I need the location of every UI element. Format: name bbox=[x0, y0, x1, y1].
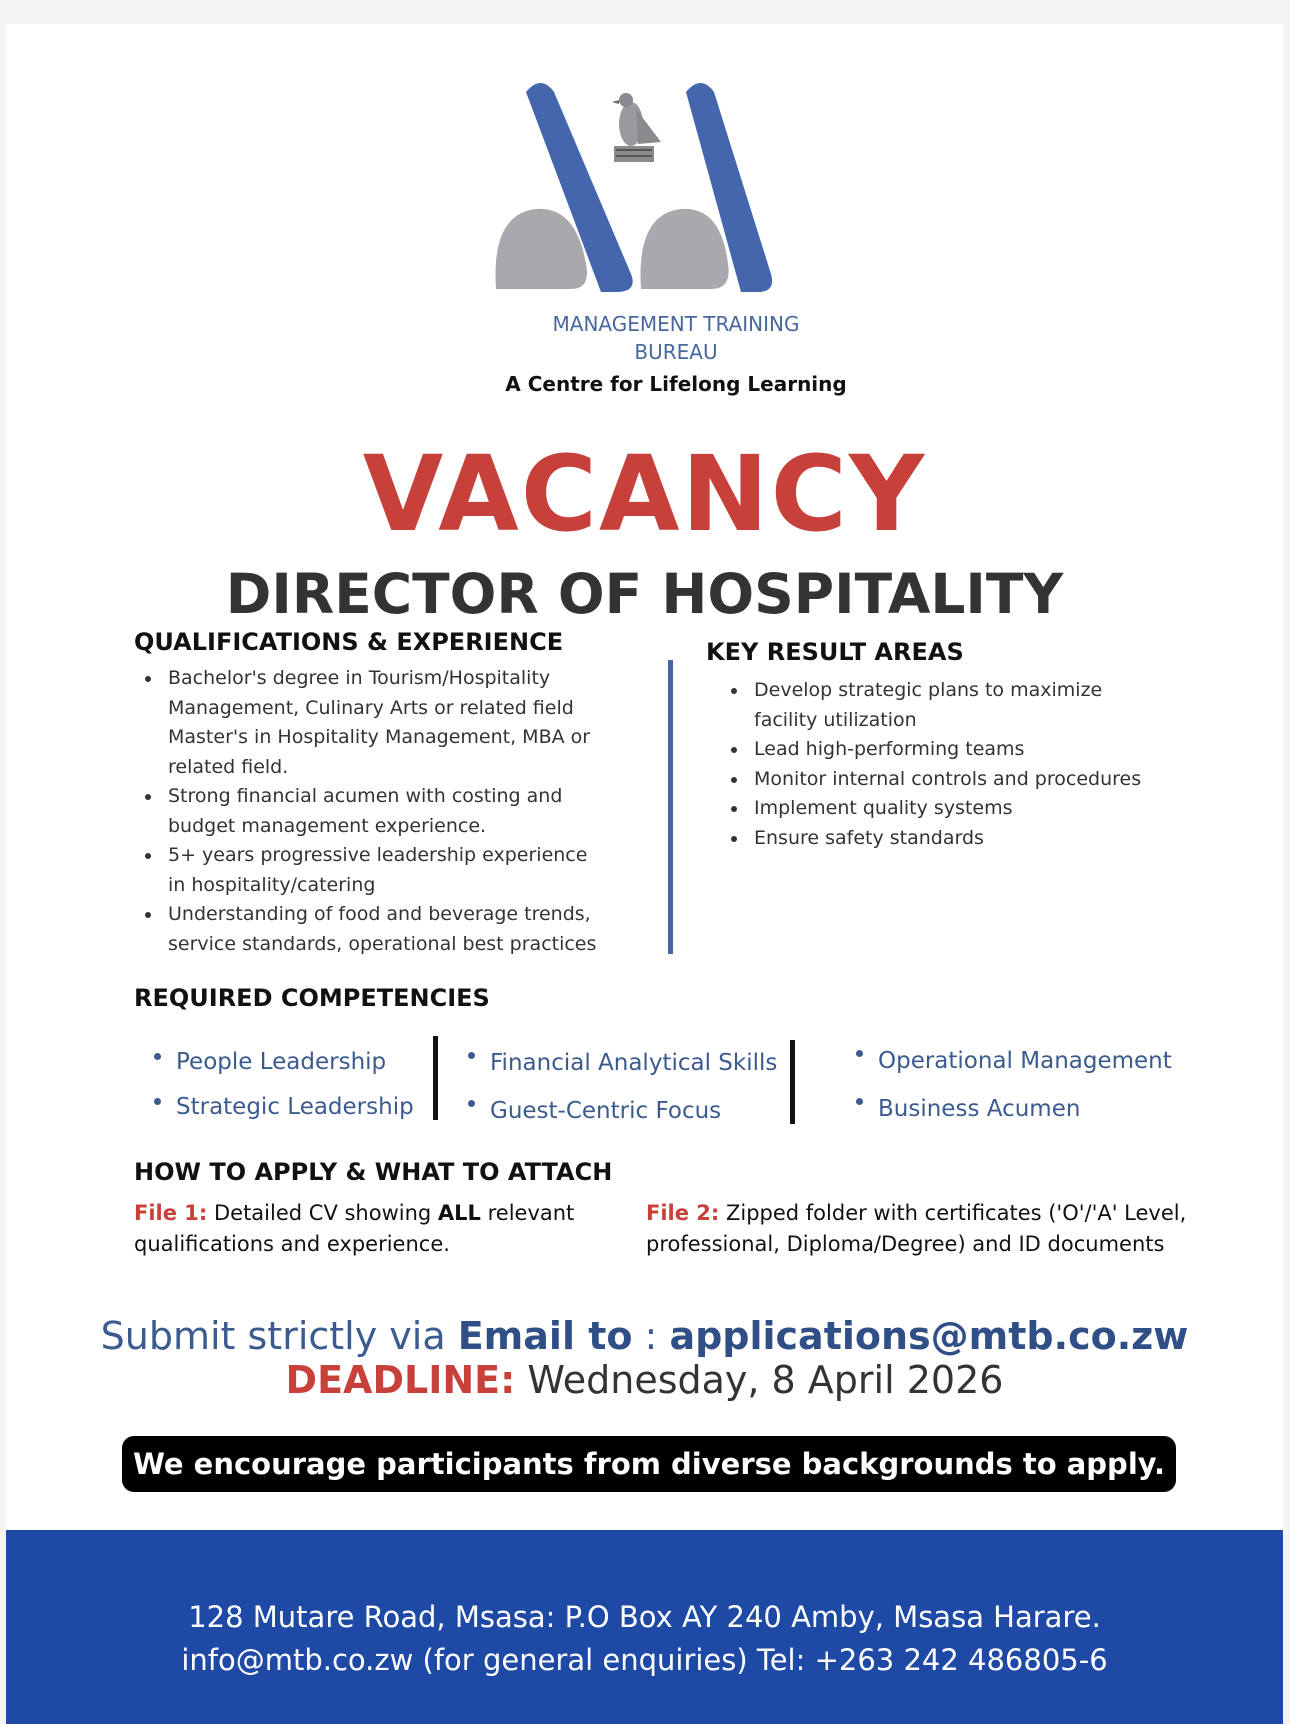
competency-divider bbox=[433, 1036, 438, 1120]
list-item: Business Acumen bbox=[852, 1085, 1172, 1133]
file1-text-bold: ALL bbox=[437, 1201, 481, 1225]
list-item: Ensure safety standards bbox=[720, 824, 1170, 854]
list-item: Guest-Centric Focus bbox=[464, 1087, 777, 1135]
key-results-heading: KEY RESULT AREAS bbox=[706, 638, 964, 666]
list-item: Lead high-performing teams bbox=[720, 735, 1170, 765]
file2-instructions bbox=[646, 1198, 1206, 1260]
deadline-label: DEADLINE: bbox=[285, 1358, 516, 1402]
list-item: Financial Analytical Skills bbox=[464, 1039, 777, 1087]
zimbabwe-bird-icon bbox=[612, 93, 661, 162]
diversity-banner: We encourage participants from diverse backgrounds to apply. bbox=[122, 1436, 1176, 1492]
competencies-col2 bbox=[464, 1039, 777, 1135]
list-item: Strong financial acumen with costing and budget management experience. bbox=[134, 782, 604, 841]
competency-divider bbox=[790, 1040, 795, 1124]
list-item: Strategic Leadership bbox=[150, 1085, 414, 1130]
mtb-logo-icon bbox=[466, 64, 886, 314]
competencies-heading: REQUIRED COMPETENCIES bbox=[134, 984, 490, 1012]
list-item: Monitor internal controls and procedures bbox=[720, 765, 1170, 795]
list-item: People Leadership bbox=[150, 1040, 414, 1085]
file1-text-pre: Detailed CV showing bbox=[207, 1201, 438, 1225]
list-item: Implement quality systems bbox=[720, 794, 1170, 824]
list-item: Understanding of food and beverage trends, service standards, operational best practices bbox=[134, 900, 604, 959]
org-name-line2: BUREAU bbox=[634, 340, 718, 364]
org-tagline: A Centre for Lifelong Learning bbox=[505, 372, 847, 396]
list-item: 5+ years progressive leadership experience in hospitality/catering bbox=[134, 841, 604, 900]
submit-email-to: Email to bbox=[457, 1314, 633, 1358]
list-item: Develop strategic plans to maximize facility utilization bbox=[720, 676, 1170, 735]
deadline bbox=[6, 1358, 1283, 1402]
mtb-logo bbox=[466, 64, 886, 314]
deadline-date: Wednesday, 8 April 2026 bbox=[515, 1358, 1004, 1402]
file1-label: File 1: bbox=[134, 1201, 208, 1225]
competencies-col1 bbox=[150, 1040, 414, 1130]
application-email-link[interactable]: applications@mtb.co.zw bbox=[669, 1314, 1189, 1358]
footer-contact: info@mtb.co.zw (for general enquiries) Tel: +263 242 486805-6 bbox=[181, 1643, 1108, 1677]
key-results-list bbox=[720, 676, 1170, 853]
file2-label: File 2: bbox=[646, 1201, 720, 1225]
vacancy-title: VACANCY bbox=[362, 433, 927, 555]
footer bbox=[6, 1530, 1283, 1724]
qualifications-heading: QUALIFICATIONS & EXPERIENCE bbox=[134, 628, 564, 656]
file2-text: Zipped folder with certificates ('O'/'A' Level, professional, Diploma/Degree) and ID documents bbox=[646, 1201, 1187, 1256]
submit-pre: Submit strictly via bbox=[100, 1314, 458, 1358]
position-title: DIRECTOR OF HOSPITALITY bbox=[225, 562, 1064, 626]
vacancy-poster bbox=[6, 24, 1283, 1724]
file1-instructions bbox=[134, 1198, 604, 1260]
org-name-line1: MANAGEMENT TRAINING bbox=[552, 312, 800, 336]
qualifications-list bbox=[134, 664, 604, 959]
competencies-col3 bbox=[852, 1037, 1172, 1133]
apply-heading: HOW TO APPLY & WHAT TO ATTACH bbox=[134, 1158, 613, 1186]
footer-address: 128 Mutare Road, Msasa: P.O Box AY 240 Amby, Msasa Harare. bbox=[188, 1600, 1101, 1634]
org-name bbox=[356, 310, 996, 366]
submit-separator: : bbox=[632, 1314, 670, 1358]
column-divider bbox=[668, 660, 673, 954]
submit-instructions bbox=[6, 1314, 1283, 1358]
file1-text-post: relevant qualifications and experience. bbox=[134, 1201, 575, 1256]
list-item: Bachelor's degree in Tourism/Hospitality Management, Culinary Arts or related field Master's in Hospitality Management, MBA or related field. bbox=[134, 664, 604, 782]
list-item: Operational Management bbox=[852, 1037, 1172, 1085]
